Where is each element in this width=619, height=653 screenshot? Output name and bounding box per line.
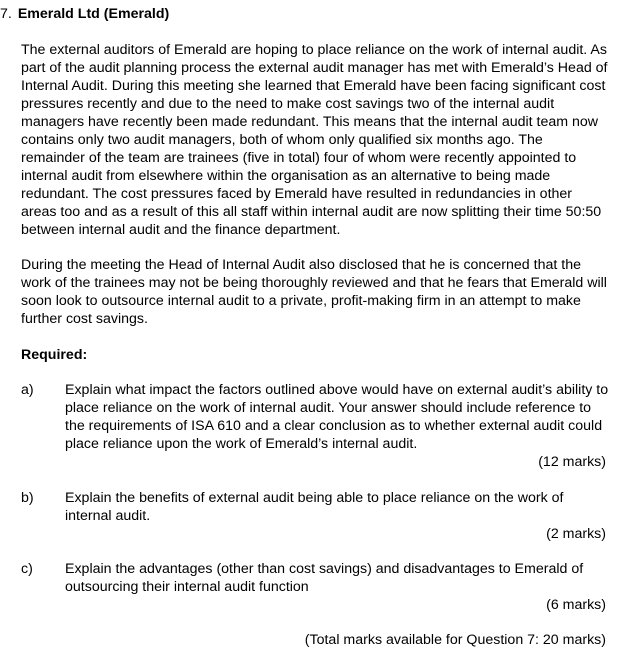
part-c-letter: c) [21,561,33,577]
scenario-paragraph-2: During the meeting the Head of Internal Audit also disclosed that he is concerned that the work of the trainees may not be being thoroughly reviewed and that he fears that Emerald will soon look to outsource internal audit to a private, profit-making firm in an attempt to make further cost savings. [21,257,607,327]
question-heading [0,5,169,23]
part-a-letter: a) [21,382,34,398]
part-b-letter: b) [21,490,34,506]
required-label: Required: [21,347,88,363]
part-b-text: Explain the benefits of external audit being able to place reliance on the work of internal audit. [65,490,564,524]
scenario-paragraph-1: The external auditors of Emerald are hoping to place reliance on the work of internal audit. As part of the audit planning process the external audit manager has met with Emerald’s Head of Internal Audit. During this meeting she learned that Emerald have been facing significant cost pressures recently and due to the need to make cost savings two of the internal audit managers have recently been made redundant. This means that the internal audit team now contains only two audit managers, both of whom only qualified six months ago. The remainder of the team are trainees (five in total) four of whom were recently appointed to internal audit from elsewhere within the organisation as an alternative to being made redundant. The cost pressures faced by Emerald have resulted in redundancies in other areas too and as a result of this all staff within internal audit are now splitting their time 50:50 between internal audit and the finance department. [21,42,608,238]
part-c-marks: (6 marks) [546,597,606,613]
part-b-marks: (2 marks) [546,526,606,542]
part-a-text: Explain what impact the factors outlined above would have on external audit’s ability to place reliance on the work of internal audit. Your answer should include reference to the requirements of ISA 610 and a clear conclusion as to whether external audit could place reliance upon the work of Emerald’s internal audit. [65,382,609,452]
question-title: Emerald Ltd (Emerald) [17,6,170,22]
total-marks: (Total marks available for Question 7: 20 marks) [304,632,606,648]
part-c-text: Explain the advantages (other than cost savings) and disadvantages to Emerald of outsourcing their internal audit function [65,561,584,595]
part-a-marks: (12 marks) [538,454,606,470]
question-number: 7. [0,6,12,22]
